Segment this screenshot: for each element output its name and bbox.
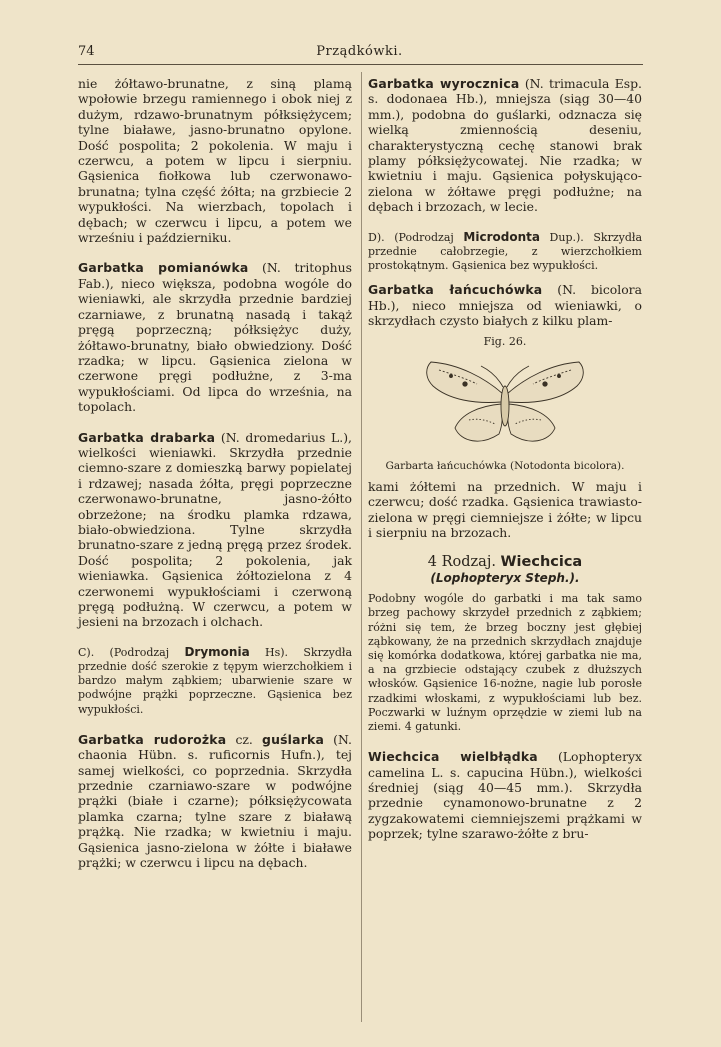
- right-column: [368, 76, 642, 842]
- species-name: Garbatka rudorożka: [78, 731, 227, 747]
- subgenus-description: Hs). Skrzydła przednie dość szerokie z tępym wierzchołkiem i bardzo małym ząbkiem; ubarwienie szare w podwójne prążki poprzeczne. Gąsienica bez wypukłości.: [78, 645, 352, 716]
- species-connector: cz.: [226, 731, 263, 747]
- species-description: (N. trimacula Esp. s. dodonaea Hb.), mniejsza (siąg 30—40 mm.), podobna do guślarki, odznacza się wielką zmiennością deseniu, charakterystyczną cechę stanowi brak plamy półksiężycowatej. Nie rzadka; w kwietniu i maju. Gąsienica połyskująco-zielona w żółtawe pręgi podłużne; na dębach i brzozach, w lecie.: [368, 76, 642, 215]
- species-description: (N. dromedarius L.), wielkości wieniawki. Skrzydła przednie ciemno-szare z domieszką barwy popielatej i rdzawej; nasada żółta, pręgi poprzeczne czerwonawo-brunatne, jasno-żółto obrzeżone; na środku plamka rdzawa, biało-obwiedziona. Tylne skrzydła brunatno-szare z jedną pręgą przez środek. Dość pospolita; 2 pokolenia, jak wieniawka. Gąsienica żółtozielona z 4 czerwonemi wypukłościami i czerwoną pręgą podłużną. W czerwcu, a potem w jesieni na brzozach i olchach.: [78, 429, 352, 630]
- page-number: 74: [78, 44, 95, 59]
- figure-label: Fig. 26.: [483, 335, 527, 349]
- species-name: Garbatka pomianówka: [78, 260, 249, 276]
- figure-caption: Garbarta łańcuchówka (Notodonta bicolora).: [385, 460, 625, 473]
- species-entry-pomianowka: [78, 260, 352, 414]
- genus-number: 4 Rodzaj.: [427, 554, 501, 571]
- genus-heading: [368, 555, 642, 570]
- subgenus-prefix: C). (Podrodzaj: [78, 645, 185, 659]
- left-column: [78, 76, 352, 870]
- figure-26: [368, 334, 642, 474]
- subgenus-microdonta: [368, 230, 642, 274]
- subgenus-description: Dup.). Skrzydła przednie całobrzegie, z wierzchołkiem prostokątnym. Gąsienica bez wypukłości.: [368, 230, 643, 273]
- species-entry-lancuchowka: [368, 282, 642, 328]
- species-description-continued: kami żółtemi na przednich. W maju i czerwcu; dość rzadka. Gąsienica trawiasto-zielona w pręgi ciemniejsze i żółte; w lipcu i sierpniu na brzozach.: [368, 478, 642, 540]
- species-name: Garbatka łańcuchówka: [368, 282, 543, 298]
- species-entry-wielbladka: [368, 749, 642, 841]
- species-description: (N. bicolora Hb.), nieco mniejsza od wieniawki, o skrzydłach czysto białych z kilku plam-: [368, 282, 642, 329]
- species-entry-wyrocznica: [368, 76, 642, 215]
- column-divider: [361, 72, 362, 1022]
- species-description: (N. tritophus Fab.), nieco większa, podobna wogóle do wieniawki, ale skrzydła przednie bardziej czarniawe, z brunatną nasadą i takąż pręgą poprzeczną; półksiężyc duży, żółtawo-brunatny, biało obwiedziony. Dość rzadka; w lipcu. Gąsienica zielona w czerwone pręgi podłużne, z 3-ma wypukłościami. Od lipca do września, na topolach.: [78, 260, 352, 415]
- subgenus-prefix: D). (Podrodzaj: [368, 230, 464, 244]
- species-description: (N. chaonia Hübn. s. ruficornis Hufn.), tej samej wielkości, co poprzednia. Skrzydła przednie czarniawo-szare w podwójne prążki (białe i czarne); półksiężycowata plamka czarna; tylne szare z białawą prążką. Nie rzadka; w kwietniu i maju. Gąsienica jasno-zielona w żółte i białawe prążki; w czerwcu i lipcu na dębach.: [78, 731, 352, 871]
- subgenus-name: Drymonia: [184, 644, 250, 659]
- subgenus-name: Microdonta: [463, 229, 540, 244]
- species-entry-drabarka: [78, 430, 352, 630]
- header-rule: [78, 64, 643, 65]
- subgenus-drymonia: [78, 645, 352, 717]
- species-name: Garbatka drabarka: [78, 429, 216, 445]
- species-description: (Lophopteryx camelina L. s. capucina Hübn.), wielkości średniej (siąg 40—45 mm.). Skrzydła przednie cynamonowo-brunatne z 2 zygzakowatemi ciemniejszemi prążkami w poprzek; tylne szarawo-żółte z bru-: [368, 749, 642, 842]
- species-name: Garbatka wyrocznica: [368, 76, 520, 91]
- species-entry-rudorozka: [78, 732, 352, 871]
- genus-name: Wiechcica: [500, 554, 583, 571]
- genus-latin-name: (Lophopteryx Steph.).: [430, 570, 580, 585]
- species-name: Wiechcica wielbłądka: [368, 749, 538, 765]
- genus-description: Podobny wogóle do garbatki i ma tak samo brzeg pachowy skrzydeł przednich z ząbkiem; różni się tem, że brzeg boczny jest głębiej ząbkowany, że na przednich skrzydłach znajduje się komórka dodatkowa, której garbatka nie ma, a na grzbiecie odstający czubek z dłuższych włosków. Gąsienice 16-nożne, nagie lub porosłe rzadkimi włoskami, z wypukłościami lub bez. Poczwarki w luźnym oprzędzie w ziemi lub na ziemi. 4 gatunki.: [368, 592, 642, 733]
- paragraph-continued: nie żółtawo-brunatne, z siną plamą wpołowie brzegu ramiennego i obok niej z dużym, rdzawo-brunatnym półksiężycem; tylne białawe, jasno-brunatno opylone. Dość pospolita; 2 pokolenia. W maju i czerwcu, a potem w lipcu i sierpniu. Gąsienica fiołkowa lub czerwonawo-brunatna; tylna część żółta; na grzbiecie 2 wypukłości. Na wierzbach, topolach i dębach; w czerwcu i lipcu, a potem we wrześniu i październiku.: [78, 76, 352, 246]
- page-header: [78, 44, 641, 64]
- moth-illustration: [415, 354, 595, 454]
- species-alt-name: guślarka: [262, 731, 325, 747]
- running-title: Prządkówki.: [316, 44, 403, 59]
